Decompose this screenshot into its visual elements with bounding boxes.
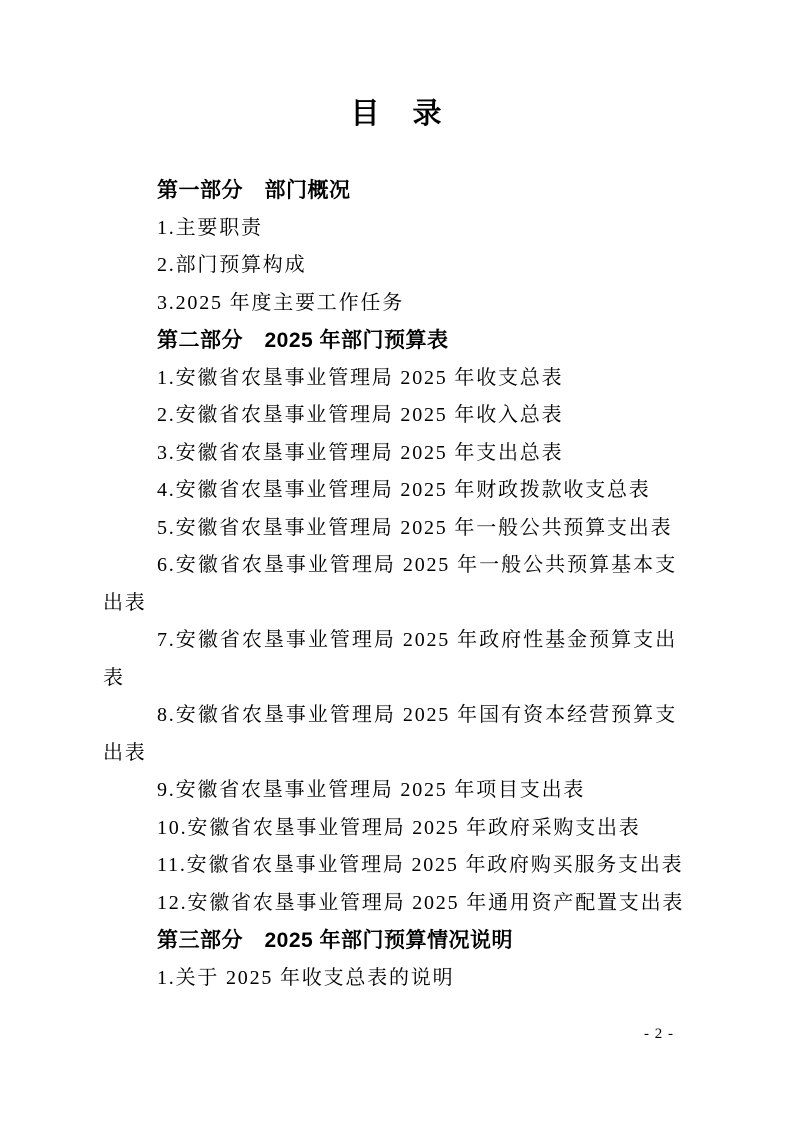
- toc-item-continuation: 表: [103, 666, 125, 689]
- toc-item-continuation: 出表: [103, 591, 147, 614]
- toc-item-continuation: 出表: [103, 741, 147, 764]
- toc-item: 3.2025 年度主要工作任务: [157, 291, 404, 314]
- toc-item: 2.安徽省农垦事业管理局 2025 年收入总表: [157, 404, 564, 426]
- toc-item: 1.安徽省农垦事业管理局 2025 年收支总表: [157, 366, 564, 389]
- toc-item: 1.关于 2025 年收支总表的说明: [157, 966, 455, 989]
- toc-item: 2.部门预算构成: [157, 254, 307, 276]
- toc-item: 3.安徽省农垦事业管理局 2025 年支出总表: [157, 441, 564, 464]
- toc-item: 1.主要职责: [157, 216, 263, 239]
- toc-section-heading: 第一部分 部门概况: [157, 179, 351, 202]
- toc-section-heading: 第二部分 2025 年部门预算表: [157, 329, 449, 352]
- table-of-contents: [103, 172, 685, 997]
- toc-item: 5.安徽省农垦事业管理局 2025 年一般公共预算支出表: [157, 516, 673, 539]
- toc-item: 11.安徽省农垦事业管理局 2025 年政府购买服务支出表: [157, 854, 684, 876]
- toc-item: 6.安徽省农垦事业管理局 2025 年一般公共预算基本支: [157, 554, 677, 576]
- page-number: - 2 -: [644, 1026, 674, 1042]
- toc-item: 4.安徽省农垦事业管理局 2025 年财政拨款收支总表: [157, 479, 651, 501]
- toc-item: 12.安徽省农垦事业管理局 2025 年通用资产配置支出表: [157, 891, 685, 914]
- toc-item: 8.安徽省农垦事业管理局 2025 年国有资本经营预算支: [157, 704, 677, 726]
- toc-item: 7.安徽省农垦事业管理局 2025 年政府性基金预算支出: [157, 629, 677, 651]
- toc-item: 10.安徽省农垦事业管理局 2025 年政府采购支出表: [157, 816, 641, 839]
- toc-section-heading: 第三部分 2025 年部门预算情况说明: [157, 929, 514, 952]
- toc-item: 9.安徽省农垦事业管理局 2025 年项目支出表: [157, 779, 586, 801]
- document-title: 目 录: [350, 98, 444, 130]
